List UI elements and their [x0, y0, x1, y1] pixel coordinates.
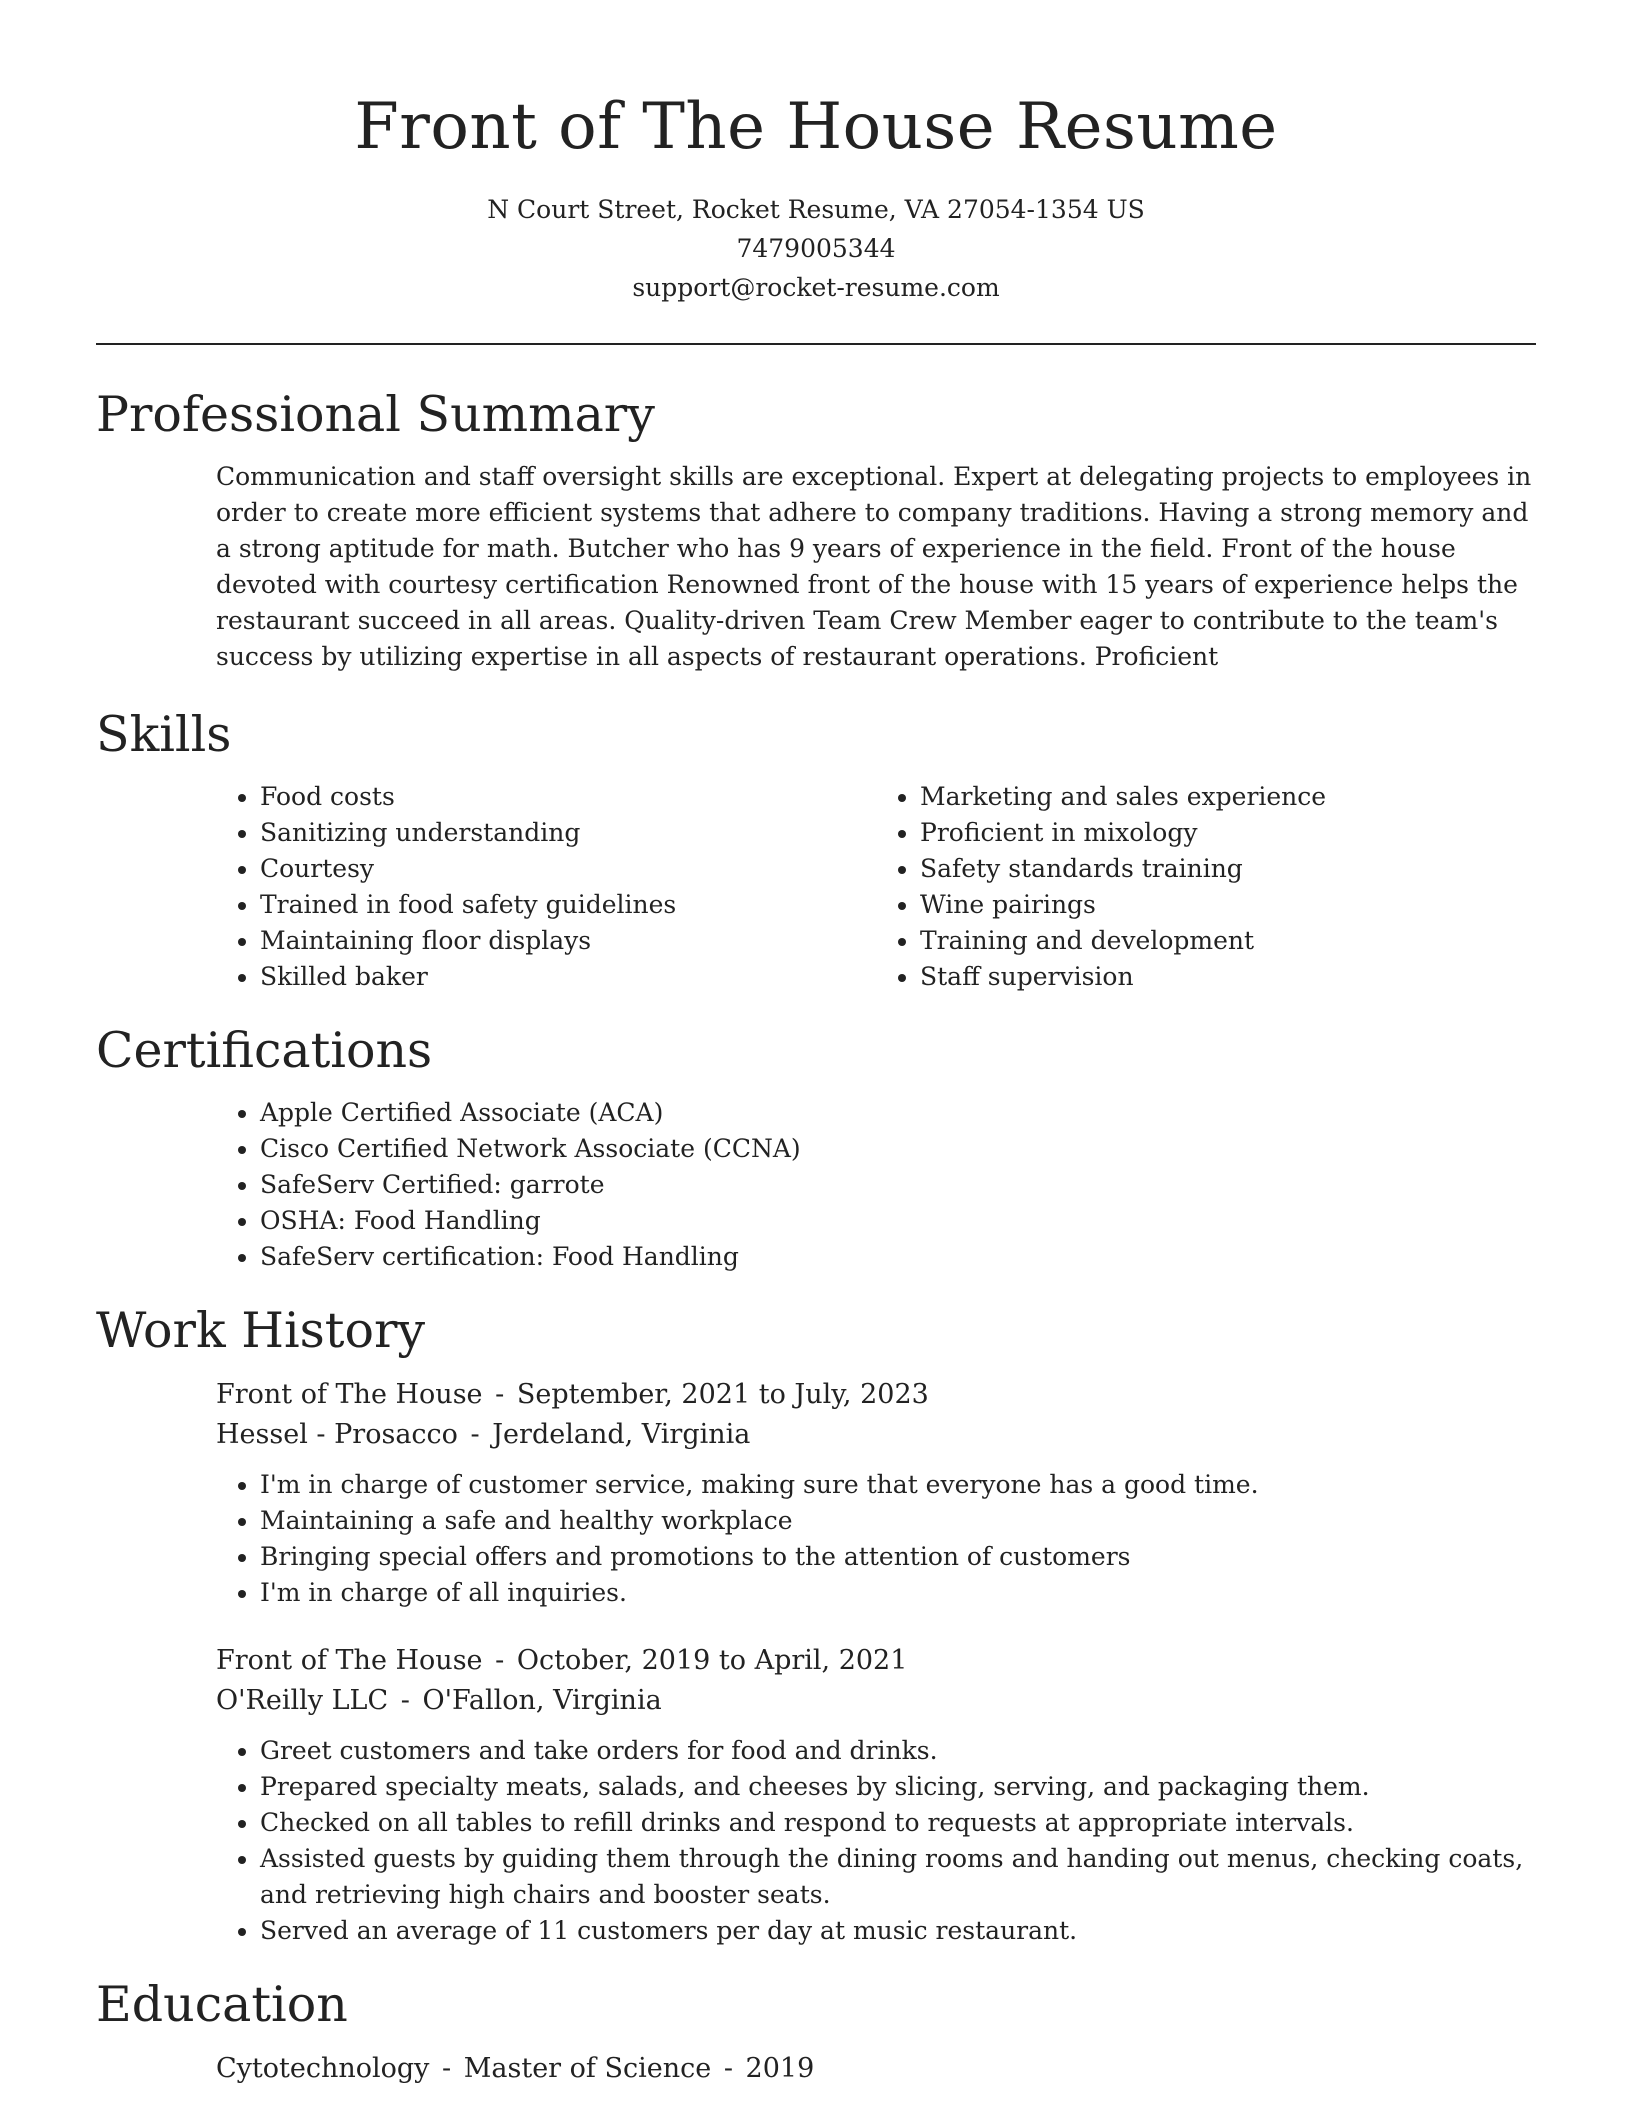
- job-dates: October, 2019 to April, 2021: [516, 1645, 908, 1676]
- summary-heading: Professional Summary: [96, 386, 655, 443]
- skills-section: [96, 705, 1536, 995]
- job-company-line: [216, 1681, 1536, 1721]
- list-item: • Sanitizing understanding: [260, 815, 876, 851]
- list-item: • Assisted guests by guiding them through the dining rooms and handing out menus, checking coats, and retrieving high chairs and booster seats.: [260, 1841, 1536, 1913]
- list-item: • Apple Certified Associate (ACA): [260, 1095, 1536, 1131]
- list-item: • OSHA: Food Handling: [260, 1203, 1536, 1239]
- list-item: • Maintaining floor displays: [260, 923, 876, 959]
- contact-address: N Court Street, Rocket Resume, VA 27054-1354 US: [487, 195, 1145, 224]
- list-item: • Wine pairings: [920, 887, 1536, 923]
- list-item: • Cisco Certified Network Associate (CCNA): [260, 1131, 1536, 1167]
- separator: -: [470, 1419, 480, 1450]
- job-bullets: [216, 1733, 1536, 1949]
- list-item: • I'm in charge of customer service, making sure that everyone has a good time.: [260, 1467, 1536, 1503]
- work-history-heading: Work History: [96, 1302, 426, 1359]
- certifications-body: [216, 1095, 1536, 1275]
- list-item: • I'm in charge of all inquiries.: [260, 1575, 1536, 1611]
- summary-section: [96, 385, 1536, 675]
- list-item: • SafeServ certification: Food Handling: [260, 1239, 1536, 1275]
- list-item: • Staff supervision: [920, 959, 1536, 995]
- skills-heading: Skills: [96, 706, 232, 763]
- list-item: • Marketing and sales experience: [920, 779, 1536, 815]
- job-location: Jerdeland, Virginia: [492, 1419, 751, 1450]
- list-item: • Maintaining a safe and healthy workplace: [260, 1503, 1536, 1539]
- education-body: [216, 2049, 1536, 2089]
- list-item: • Proficient in mixology: [920, 815, 1536, 851]
- list-item: • Greet customers and take orders for food and drinks.: [260, 1733, 1536, 1769]
- education-degree: Master of Science: [463, 2053, 712, 2084]
- job-location: O'Fallon, Virginia: [422, 1685, 662, 1716]
- header-divider: [96, 343, 1536, 345]
- job-company: O'Reilly LLC: [216, 1685, 389, 1716]
- list-item: • Food costs: [260, 779, 876, 815]
- contact-email: support@rocket-resume.com: [632, 273, 1000, 302]
- list-item: • Checked on all tables to refill drinks and respond to requests at appropriate intervals.: [260, 1805, 1536, 1841]
- list-item: • Skilled baker: [260, 959, 876, 995]
- job-entry: [216, 1375, 1536, 1611]
- certifications-list: [216, 1095, 1536, 1275]
- job-role: Front of The House: [216, 1645, 483, 1676]
- summary-text: Communication and staff oversight skills are exceptional. Expert at delegating projects to employees in order to create more efficient systems that adhere to company traditions. Having a strong memory and a strong aptitude for math. Butcher who has 9 years of experience in the field. Front of the house devoted with courtesy certification Renowned front of the house with 15 years of experience helps the restaurant succeed in all areas. Quality-driven Team Crew Member eager to contribute to the team's success by utilizing expertise in all aspects of restaurant operations. Proficient: [216, 462, 1532, 671]
- list-item: • Courtesy: [260, 851, 876, 887]
- list-item: • Bringing special offers and promotions to the attention of customers: [260, 1539, 1536, 1575]
- education-heading: Education: [96, 1976, 348, 2033]
- job-title-line: [216, 1641, 1536, 1681]
- skills-list-left: [216, 779, 876, 995]
- work-history-section: [96, 1301, 1536, 1949]
- job-entry: [216, 1641, 1536, 1949]
- separator: -: [495, 1645, 505, 1676]
- list-item: • Trained in food safety guidelines: [260, 887, 876, 923]
- list-item: • Training and development: [920, 923, 1536, 959]
- job-company: Hessel - Prosacco: [216, 1419, 458, 1450]
- contact-phone: 7479005344: [736, 234, 896, 263]
- job-company-line: [216, 1415, 1536, 1455]
- list-item: • SafeServ Certified: garrote: [260, 1167, 1536, 1203]
- resume-header: [96, 0, 1536, 307]
- separator: -: [495, 1379, 505, 1410]
- certifications-heading: Certifications: [96, 1022, 433, 1079]
- skills-list-right: [876, 779, 1536, 995]
- list-item: • Served an average of 11 customers per day at music restaurant.: [260, 1913, 1536, 1949]
- education-field: Cytotechnology: [216, 2053, 430, 2084]
- list-item: • Safety standards training: [920, 851, 1536, 887]
- job-role: Front of The House: [216, 1379, 483, 1410]
- separator: -: [400, 1685, 410, 1716]
- separator: -: [442, 2053, 452, 2084]
- resume-page: [96, 0, 1536, 2112]
- work-history-body: [216, 1375, 1536, 1949]
- skills-columns: [216, 779, 1536, 995]
- contact-block: [96, 190, 1536, 307]
- education-section: [96, 1975, 1536, 2089]
- list-item: • Prepared specialty meats, salads, and cheeses by slicing, serving, and packaging them.: [260, 1769, 1536, 1805]
- resume-title: Front of The House Resume: [354, 90, 1278, 164]
- job-dates: September, 2021 to July, 2023: [516, 1379, 929, 1410]
- separator: -: [723, 2053, 733, 2084]
- education-line: [216, 2049, 1536, 2089]
- education-year: 2019: [745, 2053, 815, 2084]
- job-bullets: [216, 1467, 1536, 1611]
- job-title-line: [216, 1375, 1536, 1415]
- certifications-section: [96, 1021, 1536, 1275]
